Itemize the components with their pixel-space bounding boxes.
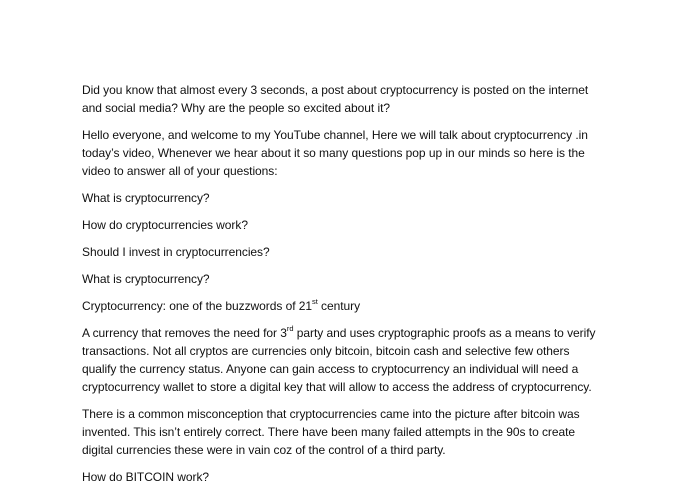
definition-superscript: rd	[286, 324, 294, 333]
question-what-is-crypto: What is cryptocurrency?	[82, 191, 210, 205]
question-how-crypto-works: How do cryptocurrencies work?	[82, 218, 248, 232]
question-should-invest: Should I invest in cryptocurrencies?	[82, 245, 270, 259]
definition-text-after: party and uses cryptographic proofs as a means to verify transactions. Not all cryptos are currencies only bitcoin, bitcoin cash and selective few others qualify the currency status. Anyone can gain access to cryptocurrency an individual will need a cryptocurrency wallet to store a digital key that will allow to access the address of cryptocurrency.	[82, 326, 596, 394]
section-heading-what-is-crypto: What is cryptocurrency?	[82, 272, 210, 286]
buzzword-text-after: century	[317, 299, 361, 313]
misconception-paragraph: There is a common misconception that cryptocurrencies came into the picture after bitcoin was invented. This isn’t entirely correct. There have been many failed attempts in the 90s to create digital currencies these were in vain coz of the control of a third party.	[82, 407, 580, 457]
welcome-paragraph: Hello everyone, and welcome to my YouTube channel, Here we will talk about cryptocurrency .in today’s video, Whenever we hear about it so many questions pop up in our minds so here is the video to answer all of your questions:	[82, 128, 588, 178]
intro-paragraph: Did you know that almost every 3 seconds, a post about cryptocurrency is posted on the internet and social media? Why are the people so excited about it?	[82, 83, 589, 115]
buzzword-superscript: st	[312, 297, 318, 306]
document-body	[82, 81, 602, 495]
buzzword-text-before: Cryptocurrency: one of the buzzwords of 21	[82, 299, 313, 313]
definition-paragraph	[82, 324, 602, 396]
definition-text-before: A currency that removes the need for 3	[82, 326, 287, 340]
section-heading-how-bitcoin-works: How do BITCOIN work?	[82, 470, 210, 484]
buzzword-line	[82, 297, 602, 315]
